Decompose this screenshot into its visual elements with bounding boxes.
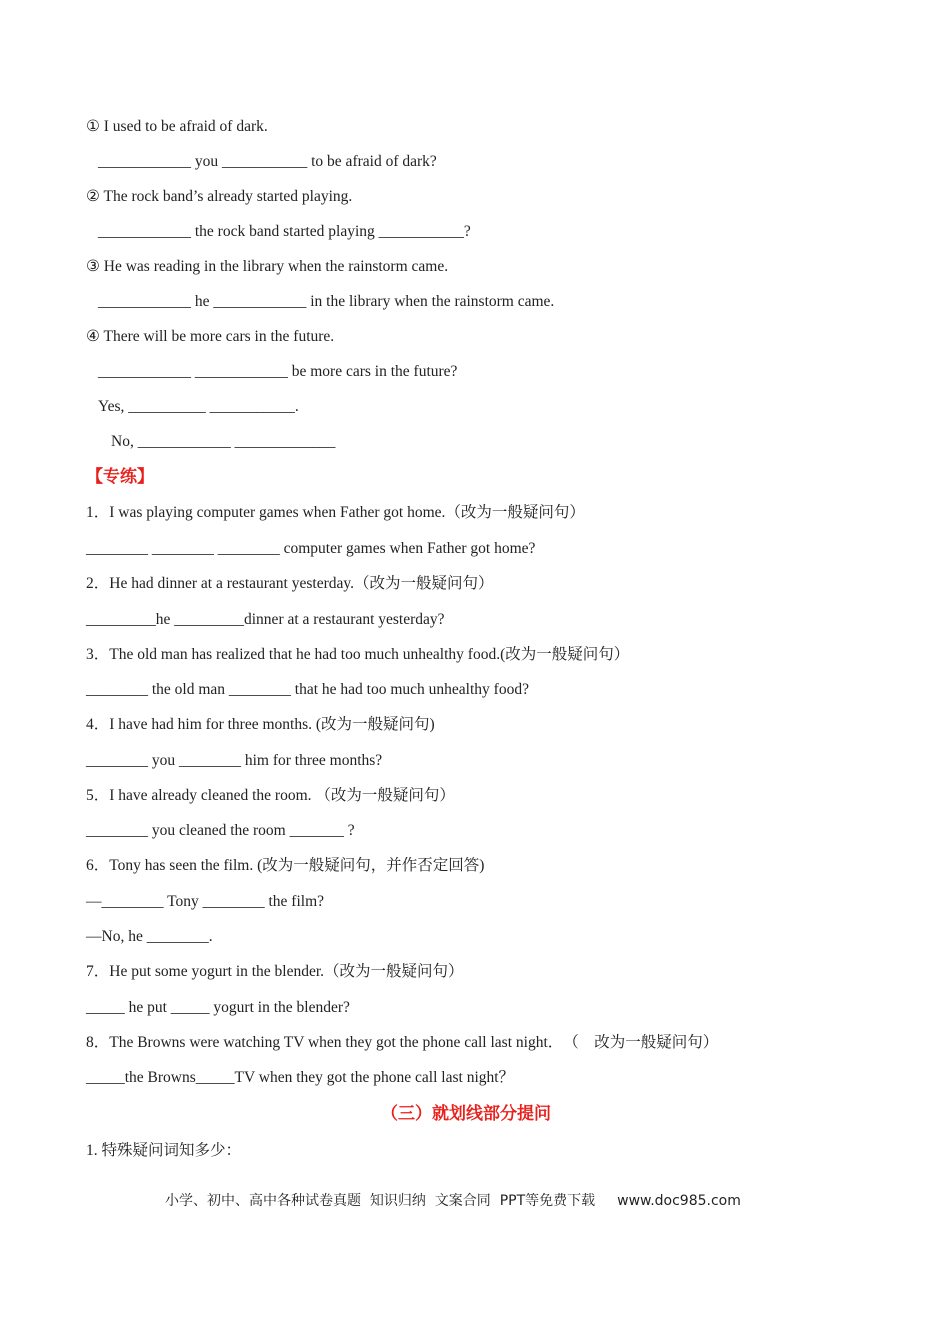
exercise-4-question: 4．I have had him for three months. (改为一般疑问句) xyxy=(86,716,435,733)
example-4-yes-answer: Yes, __________ ___________. xyxy=(98,398,299,415)
exercise-1-answer-line: ________ ________ ________ computer games when Father got home? xyxy=(86,540,536,557)
example-4-no-answer: No, ____________ _____________ xyxy=(111,433,336,450)
footer-url: www.doc985.com xyxy=(617,1193,741,1209)
example-2-sentence: ② The rock band’s already started playing. xyxy=(86,188,353,205)
exercise-7-answer-line: _____ he put _____ yogurt in the blender? xyxy=(86,999,350,1016)
exercise-5-answer-line: ________ you cleaned the room _______ ? xyxy=(86,822,355,839)
example-4-blank-line: ____________ ____________ be more cars in the future? xyxy=(98,363,458,380)
exercise-6-question: 6．Tony has seen the film. (改为一般疑问句，并作否定回答) xyxy=(86,857,485,874)
example-1-blank-line: ____________ you ___________ to be afraid of dark? xyxy=(98,153,437,170)
footer-text: 小学、初中、高中各种试卷真题 知识归纳 文案合同 PPT等免费下载 xyxy=(165,1193,596,1209)
section-three-item-1: 1. 特殊疑问词知多少： xyxy=(86,1142,242,1159)
exercise-7-question: 7．He put some yogurt in the blender.（改为一般疑问句） xyxy=(86,963,464,980)
exercise-1-question: 1．I was playing computer games when Father got home.（改为一般疑问句） xyxy=(86,504,585,521)
exercise-6-reply-line: —No, he ________. xyxy=(86,928,213,945)
exercise-3-question: 3．The old man has realized that he had too much unhealthy food.(改为一般疑问句） xyxy=(86,646,630,663)
example-3-blank-line: ____________ he ____________ in the library when the rainstorm came. xyxy=(98,293,555,310)
example-2-blank-line: ____________ the rock band started playing ___________? xyxy=(98,223,471,240)
practice-heading: 【专练】 xyxy=(86,467,154,487)
exercise-2-answer-line: _________he _________dinner at a restaurant yesterday? xyxy=(86,611,445,628)
exercise-8-answer-line: _____the Browns_____TV when they got the phone call last night？ xyxy=(86,1069,515,1086)
exercise-2-question: 2．He had dinner at a restaurant yesterday.（改为一般疑问句） xyxy=(86,575,494,592)
exercise-3-answer-line: ________ the old man ________ that he had too much unhealthy food? xyxy=(86,681,529,698)
page-footer xyxy=(165,1191,741,1211)
exercise-8-question: 8．The Browns were watching TV when they got the phone call last night． （ 改为一般疑问句） xyxy=(86,1034,719,1051)
example-1-sentence: ① I used to be afraid of dark. xyxy=(86,118,268,135)
section-three-heading: （三）就划线部分提问 xyxy=(381,1104,551,1124)
exercise-6-answer-line: —________ Tony ________ the film? xyxy=(86,893,325,910)
exercise-4-answer-line: ________ you ________ him for three months? xyxy=(86,752,383,769)
example-3-sentence: ③ He was reading in the library when the rainstorm came. xyxy=(86,258,449,275)
exercise-5-question: 5．I have already cleaned the room. （改为一般疑问句） xyxy=(86,787,455,804)
example-4-sentence: ④ There will be more cars in the future. xyxy=(86,328,335,345)
